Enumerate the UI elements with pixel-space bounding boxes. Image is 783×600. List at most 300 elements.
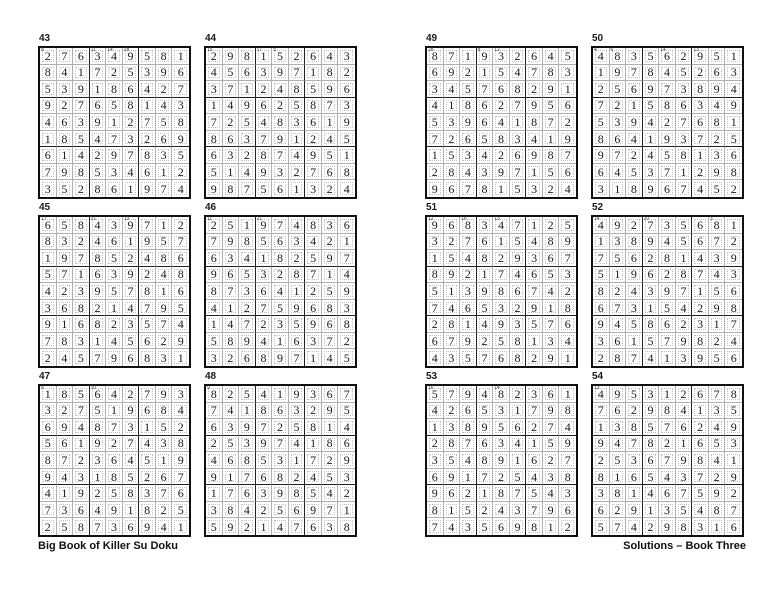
grid-cell — [692, 147, 709, 164]
grid-cell — [322, 180, 339, 197]
cell-digit: 4 — [564, 333, 571, 348]
cell-digit: 8 — [260, 403, 267, 418]
grid-cell — [90, 452, 107, 469]
grid-cell — [172, 250, 189, 267]
grid-cell — [172, 403, 189, 420]
grid-cell — [123, 283, 140, 300]
cell-digit: 1 — [697, 148, 704, 163]
grid-cell — [427, 164, 444, 181]
cell-digit: 2 — [514, 300, 521, 315]
grid-cell — [692, 452, 709, 469]
grid-cell — [676, 131, 693, 148]
cell-digit: 9 — [431, 181, 438, 196]
grid-cell — [526, 65, 543, 82]
grid-cell — [477, 114, 494, 131]
cell-digit: 9 — [597, 317, 604, 332]
grid-cell — [626, 81, 643, 98]
cell-digit: 1 — [127, 502, 134, 517]
grid-cell — [156, 164, 173, 181]
grid-cell — [676, 300, 693, 317]
cell-digit: 2 — [630, 403, 637, 418]
cell-digit: 9 — [630, 502, 637, 517]
grid-cell — [626, 419, 643, 436]
grid-cell — [510, 469, 527, 486]
cell-digit: 8 — [144, 350, 151, 365]
cell-digit: 8 — [61, 333, 68, 348]
grid-cell — [106, 485, 123, 502]
cell-digit: 2 — [547, 181, 554, 196]
grid-cell — [73, 485, 90, 502]
grid-cell — [256, 452, 273, 469]
cell-digit: 9 — [713, 300, 720, 315]
cell-digit: 8 — [547, 234, 554, 249]
grid-cell — [40, 81, 57, 98]
cell-digit: 5 — [110, 98, 117, 113]
cell-digit: 7 — [663, 452, 670, 467]
cage-sum: 12 — [494, 47, 500, 53]
grid-cell — [676, 349, 693, 366]
cell-digit: 1 — [531, 164, 538, 179]
grid-cell — [338, 147, 355, 164]
grid-cell — [256, 48, 273, 65]
cell-digit: 5 — [647, 469, 654, 484]
grid-cell — [626, 147, 643, 164]
grid-cell — [322, 485, 339, 502]
grid-cell — [626, 316, 643, 333]
cell-digit: 2 — [680, 48, 687, 63]
grid-cell — [526, 485, 543, 502]
cell-digit: 4 — [464, 164, 471, 179]
grid-cell — [477, 98, 494, 115]
cell-digit: 3 — [531, 181, 538, 196]
cell-digit: 2 — [110, 436, 117, 451]
cell-digit: 6 — [514, 419, 521, 434]
cell-digit: 8 — [127, 98, 134, 113]
grid-cell — [543, 267, 560, 284]
grid-cell — [593, 180, 610, 197]
grid-cell — [460, 283, 477, 300]
cage-sum: 8 — [41, 47, 44, 53]
cell-digit: 4 — [448, 300, 455, 315]
cell-digit: 2 — [663, 267, 670, 282]
grid-cell — [477, 349, 494, 366]
sudoku-grid — [204, 46, 357, 199]
cell-digit: 2 — [547, 217, 554, 232]
grid-cell — [477, 81, 494, 98]
cell-digit: 2 — [310, 403, 317, 418]
grid-cell — [493, 333, 510, 350]
cell-digit: 4 — [210, 452, 217, 467]
grid-cell — [156, 114, 173, 131]
cell-digit: 6 — [680, 419, 687, 434]
grid-cell — [106, 502, 123, 519]
cell-digit: 9 — [144, 181, 151, 196]
cell-digit: 7 — [680, 486, 687, 501]
grid-cell — [460, 98, 477, 115]
grid-cell — [427, 386, 444, 403]
grid-cell — [156, 518, 173, 535]
cell-digit: 6 — [343, 217, 350, 232]
cell-digit: 5 — [210, 333, 217, 348]
cell-digit: 9 — [127, 217, 134, 232]
grid-cell — [526, 250, 543, 267]
grid-cell — [460, 300, 477, 317]
grid-cell — [139, 316, 156, 333]
grid-cell — [427, 65, 444, 82]
cell-digit: 5 — [144, 317, 151, 332]
cell-digit: 4 — [227, 98, 234, 113]
cell-digit: 6 — [564, 164, 571, 179]
cell-digit: 2 — [144, 267, 151, 282]
section-title: Solutions – Book Three — [623, 540, 746, 552]
grid-cell — [659, 250, 676, 267]
cell-digit: 4 — [647, 114, 654, 129]
cell-digit: 5 — [713, 350, 720, 365]
grid-cell — [73, 164, 90, 181]
cell-digit: 8 — [210, 131, 217, 146]
cell-digit: 2 — [293, 250, 300, 265]
grid-cell — [593, 485, 610, 502]
cell-digit: 7 — [514, 98, 521, 113]
grid-cell — [172, 98, 189, 115]
grid-cell — [172, 386, 189, 403]
grid-cell — [543, 65, 560, 82]
cell-digit: 8 — [497, 131, 504, 146]
cell-digit: 7 — [243, 317, 250, 332]
grid-cell — [559, 81, 576, 98]
cage-sum: 13 — [494, 216, 500, 222]
cell-digit: 5 — [326, 283, 333, 298]
cell-digit: 8 — [293, 267, 300, 282]
grid-cell — [338, 267, 355, 284]
grid-cell — [57, 403, 74, 420]
cell-digit: 8 — [564, 300, 571, 315]
grid-cell — [223, 386, 240, 403]
grid-cell — [444, 217, 461, 234]
grid-cell — [40, 234, 57, 251]
grid-cell — [223, 436, 240, 453]
cell-digit: 1 — [127, 181, 134, 196]
grid-cell — [305, 502, 322, 519]
grid-cell — [643, 114, 660, 131]
cell-digit: 5 — [448, 452, 455, 467]
grid-cell — [725, 518, 742, 535]
grid-cell — [73, 65, 90, 82]
cage-sum: 6 — [610, 47, 614, 53]
cell-digit: 8 — [531, 519, 538, 534]
cell-digit: 2 — [730, 486, 737, 501]
grid-cell — [206, 98, 223, 115]
grid-cell — [610, 452, 627, 469]
cell-digit: 4 — [464, 250, 471, 265]
cell-digit: 8 — [680, 267, 687, 282]
grid-cell — [493, 250, 510, 267]
grid-cell — [123, 131, 140, 148]
cell-digit: 1 — [531, 217, 538, 232]
grid-cell — [626, 502, 643, 519]
cell-digit: 1 — [531, 436, 538, 451]
cell-digit: 4 — [110, 386, 117, 401]
cell-digit: 1 — [144, 419, 151, 434]
grid-cell — [206, 131, 223, 148]
grid-cell — [289, 250, 306, 267]
cell-digit: 6 — [326, 317, 333, 332]
cage-sum: 11 — [207, 216, 213, 222]
grid-cell — [676, 48, 693, 65]
grid-cell — [593, 267, 610, 284]
cell-digit: 5 — [647, 48, 654, 63]
grid-cell — [559, 386, 576, 403]
cell-digit: 8 — [160, 250, 167, 265]
cell-digit: 7 — [547, 114, 554, 129]
grid-cell — [692, 65, 709, 82]
cell-digit: 4 — [531, 131, 538, 146]
cell-digit: 4 — [730, 81, 737, 96]
cell-digit: 7 — [531, 65, 538, 80]
cell-digit: 6 — [663, 486, 670, 501]
cell-digit: 1 — [464, 317, 471, 332]
grid-cell — [256, 485, 273, 502]
cell-digit: 9 — [614, 217, 621, 232]
grid-cell — [172, 349, 189, 366]
cell-digit: 2 — [260, 81, 267, 96]
grid-cell — [90, 300, 107, 317]
cell-digit: 1 — [243, 81, 250, 96]
grid-cell — [643, 502, 660, 519]
cell-digit: 9 — [497, 317, 504, 332]
grid-cell — [559, 65, 576, 82]
grid-cell — [626, 436, 643, 453]
grid-cell — [526, 131, 543, 148]
grid-cell — [172, 180, 189, 197]
grid-cell — [156, 217, 173, 234]
grid-cell — [444, 267, 461, 284]
cell-digit: 3 — [210, 502, 217, 517]
grid-cell — [709, 217, 726, 234]
cell-digit: 7 — [61, 267, 68, 282]
cell-digit: 7 — [531, 403, 538, 418]
cell-digit: 4 — [713, 98, 720, 113]
grid-cell — [139, 452, 156, 469]
cell-digit: 8 — [464, 217, 471, 232]
cell-digit: 5 — [260, 234, 267, 249]
cell-digit: 2 — [564, 283, 571, 298]
cell-digit: 8 — [448, 317, 455, 332]
cell-digit: 7 — [564, 148, 571, 163]
cell-digit: 6 — [464, 403, 471, 418]
grid-cell — [526, 300, 543, 317]
grid-cell — [256, 81, 273, 98]
cell-digit: 3 — [680, 350, 687, 365]
sudoku-grid — [425, 384, 578, 537]
grid-cell — [526, 386, 543, 403]
cell-digit: 2 — [177, 164, 184, 179]
cell-digit: 6 — [77, 48, 84, 63]
grid-cell — [223, 267, 240, 284]
grid-cell — [239, 485, 256, 502]
grid-cell — [289, 300, 306, 317]
cell-digit: 8 — [614, 48, 621, 63]
grid-cell — [659, 333, 676, 350]
grid-cell — [643, 485, 660, 502]
cell-digit: 7 — [310, 164, 317, 179]
grid-cell — [322, 300, 339, 317]
grid-cell — [106, 234, 123, 251]
grid-cell — [709, 469, 726, 486]
cell-digit: 1 — [326, 114, 333, 129]
cell-digit: 4 — [276, 519, 283, 534]
cell-digit: 8 — [697, 333, 704, 348]
grid-cell — [543, 419, 560, 436]
cell-digit: 3 — [730, 267, 737, 282]
grid-cell — [156, 65, 173, 82]
cell-digit: 7 — [630, 436, 637, 451]
grid-cell — [156, 419, 173, 436]
cell-digit: 3 — [497, 436, 504, 451]
grid-cell — [239, 518, 256, 535]
cell-digit: 8 — [210, 386, 217, 401]
cell-digit: 5 — [110, 486, 117, 501]
grid-cell — [626, 217, 643, 234]
cell-digit: 3 — [597, 333, 604, 348]
grid-cell — [676, 147, 693, 164]
grid-cell — [272, 419, 289, 436]
grid-cell — [90, 436, 107, 453]
cell-digit: 3 — [276, 317, 283, 332]
grid-cell — [206, 349, 223, 366]
grid-cell — [460, 436, 477, 453]
grid-cell — [272, 469, 289, 486]
grid-cell — [543, 217, 560, 234]
grid-cell — [239, 250, 256, 267]
cell-digit: 5 — [144, 48, 151, 63]
cell-digit: 1 — [614, 181, 621, 196]
grid-cell — [239, 180, 256, 197]
grid-cell — [676, 518, 693, 535]
grid-cell — [427, 436, 444, 453]
grid-cell — [223, 147, 240, 164]
grid-cell — [322, 65, 339, 82]
cell-digit: 4 — [614, 164, 621, 179]
grid-cell — [305, 98, 322, 115]
grid-cell — [123, 436, 140, 453]
cell-digit: 6 — [663, 181, 670, 196]
cell-digit: 4 — [730, 333, 737, 348]
grid-cell — [106, 316, 123, 333]
cell-digit: 8 — [597, 131, 604, 146]
grid-cell — [493, 502, 510, 519]
cell-digit: 7 — [227, 81, 234, 96]
cell-digit: 2 — [614, 283, 621, 298]
grid-cell — [427, 234, 444, 251]
cell-digit: 5 — [464, 81, 471, 96]
grid-cell — [427, 316, 444, 333]
grid-cell — [139, 217, 156, 234]
grid-cell — [123, 164, 140, 181]
grid-cell — [643, 403, 660, 420]
grid-cell — [123, 234, 140, 251]
cell-digit: 7 — [431, 300, 438, 315]
cell-digit: 8 — [110, 469, 117, 484]
cell-digit: 6 — [94, 386, 101, 401]
cell-digit: 1 — [464, 469, 471, 484]
grid-cell — [305, 436, 322, 453]
cell-digit: 9 — [127, 403, 134, 418]
cell-digit: 4 — [61, 469, 68, 484]
grid-cell — [643, 518, 660, 535]
cell-digit: 2 — [44, 519, 51, 534]
cell-digit: 6 — [464, 131, 471, 146]
grid-cell — [272, 283, 289, 300]
cell-digit: 1 — [531, 333, 538, 348]
cell-digit: 6 — [597, 164, 604, 179]
grid-cell — [239, 452, 256, 469]
cell-digit: 8 — [663, 250, 670, 265]
grid-cell — [338, 518, 355, 535]
grid-cell — [709, 98, 726, 115]
grid-cell — [338, 436, 355, 453]
grid-cell — [156, 267, 173, 284]
grid-cell — [305, 469, 322, 486]
grid-cell — [692, 502, 709, 519]
cell-digit: 8 — [713, 114, 720, 129]
cell-digit: 2 — [293, 164, 300, 179]
cell-digit: 1 — [326, 267, 333, 282]
grid-cell — [477, 180, 494, 197]
cell-digit: 4 — [144, 436, 151, 451]
cell-digit: 1 — [697, 403, 704, 418]
grid-cell — [73, 386, 90, 403]
cell-digit: 4 — [464, 452, 471, 467]
cell-digit: 2 — [730, 181, 737, 196]
grid-cell — [543, 316, 560, 333]
grid-cell — [289, 180, 306, 197]
cage-sum: 9 — [207, 385, 210, 391]
grid-cell — [610, 403, 627, 420]
grid-cell — [90, 333, 107, 350]
cell-digit: 4 — [481, 317, 488, 332]
cell-digit: 4 — [160, 267, 167, 282]
grid-cell — [40, 98, 57, 115]
cell-digit: 8 — [597, 283, 604, 298]
grid-cell — [40, 250, 57, 267]
cell-digit: 4 — [326, 350, 333, 365]
grid-cell — [626, 48, 643, 65]
grid-cell — [676, 250, 693, 267]
puzzle-number: 51 — [426, 202, 438, 213]
grid-cell — [57, 436, 74, 453]
cell-digit: 9 — [630, 267, 637, 282]
cell-digit: 8 — [431, 502, 438, 517]
cell-digit: 1 — [663, 350, 670, 365]
grid-cell — [659, 147, 676, 164]
grid-cell — [725, 419, 742, 436]
cell-digit: 7 — [730, 502, 737, 517]
cell-digit: 8 — [293, 486, 300, 501]
cell-digit: 7 — [614, 300, 621, 315]
cell-digit: 7 — [614, 519, 621, 534]
grid-cell — [172, 48, 189, 65]
grid-cell — [338, 217, 355, 234]
cell-digit: 9 — [243, 419, 250, 434]
cell-digit: 2 — [481, 502, 488, 517]
cell-digit: 6 — [514, 283, 521, 298]
grid-cell — [659, 164, 676, 181]
puzzle-49 — [425, 33, 578, 199]
grid-cell — [139, 114, 156, 131]
grid-cell — [223, 316, 240, 333]
grid-cell — [123, 114, 140, 131]
